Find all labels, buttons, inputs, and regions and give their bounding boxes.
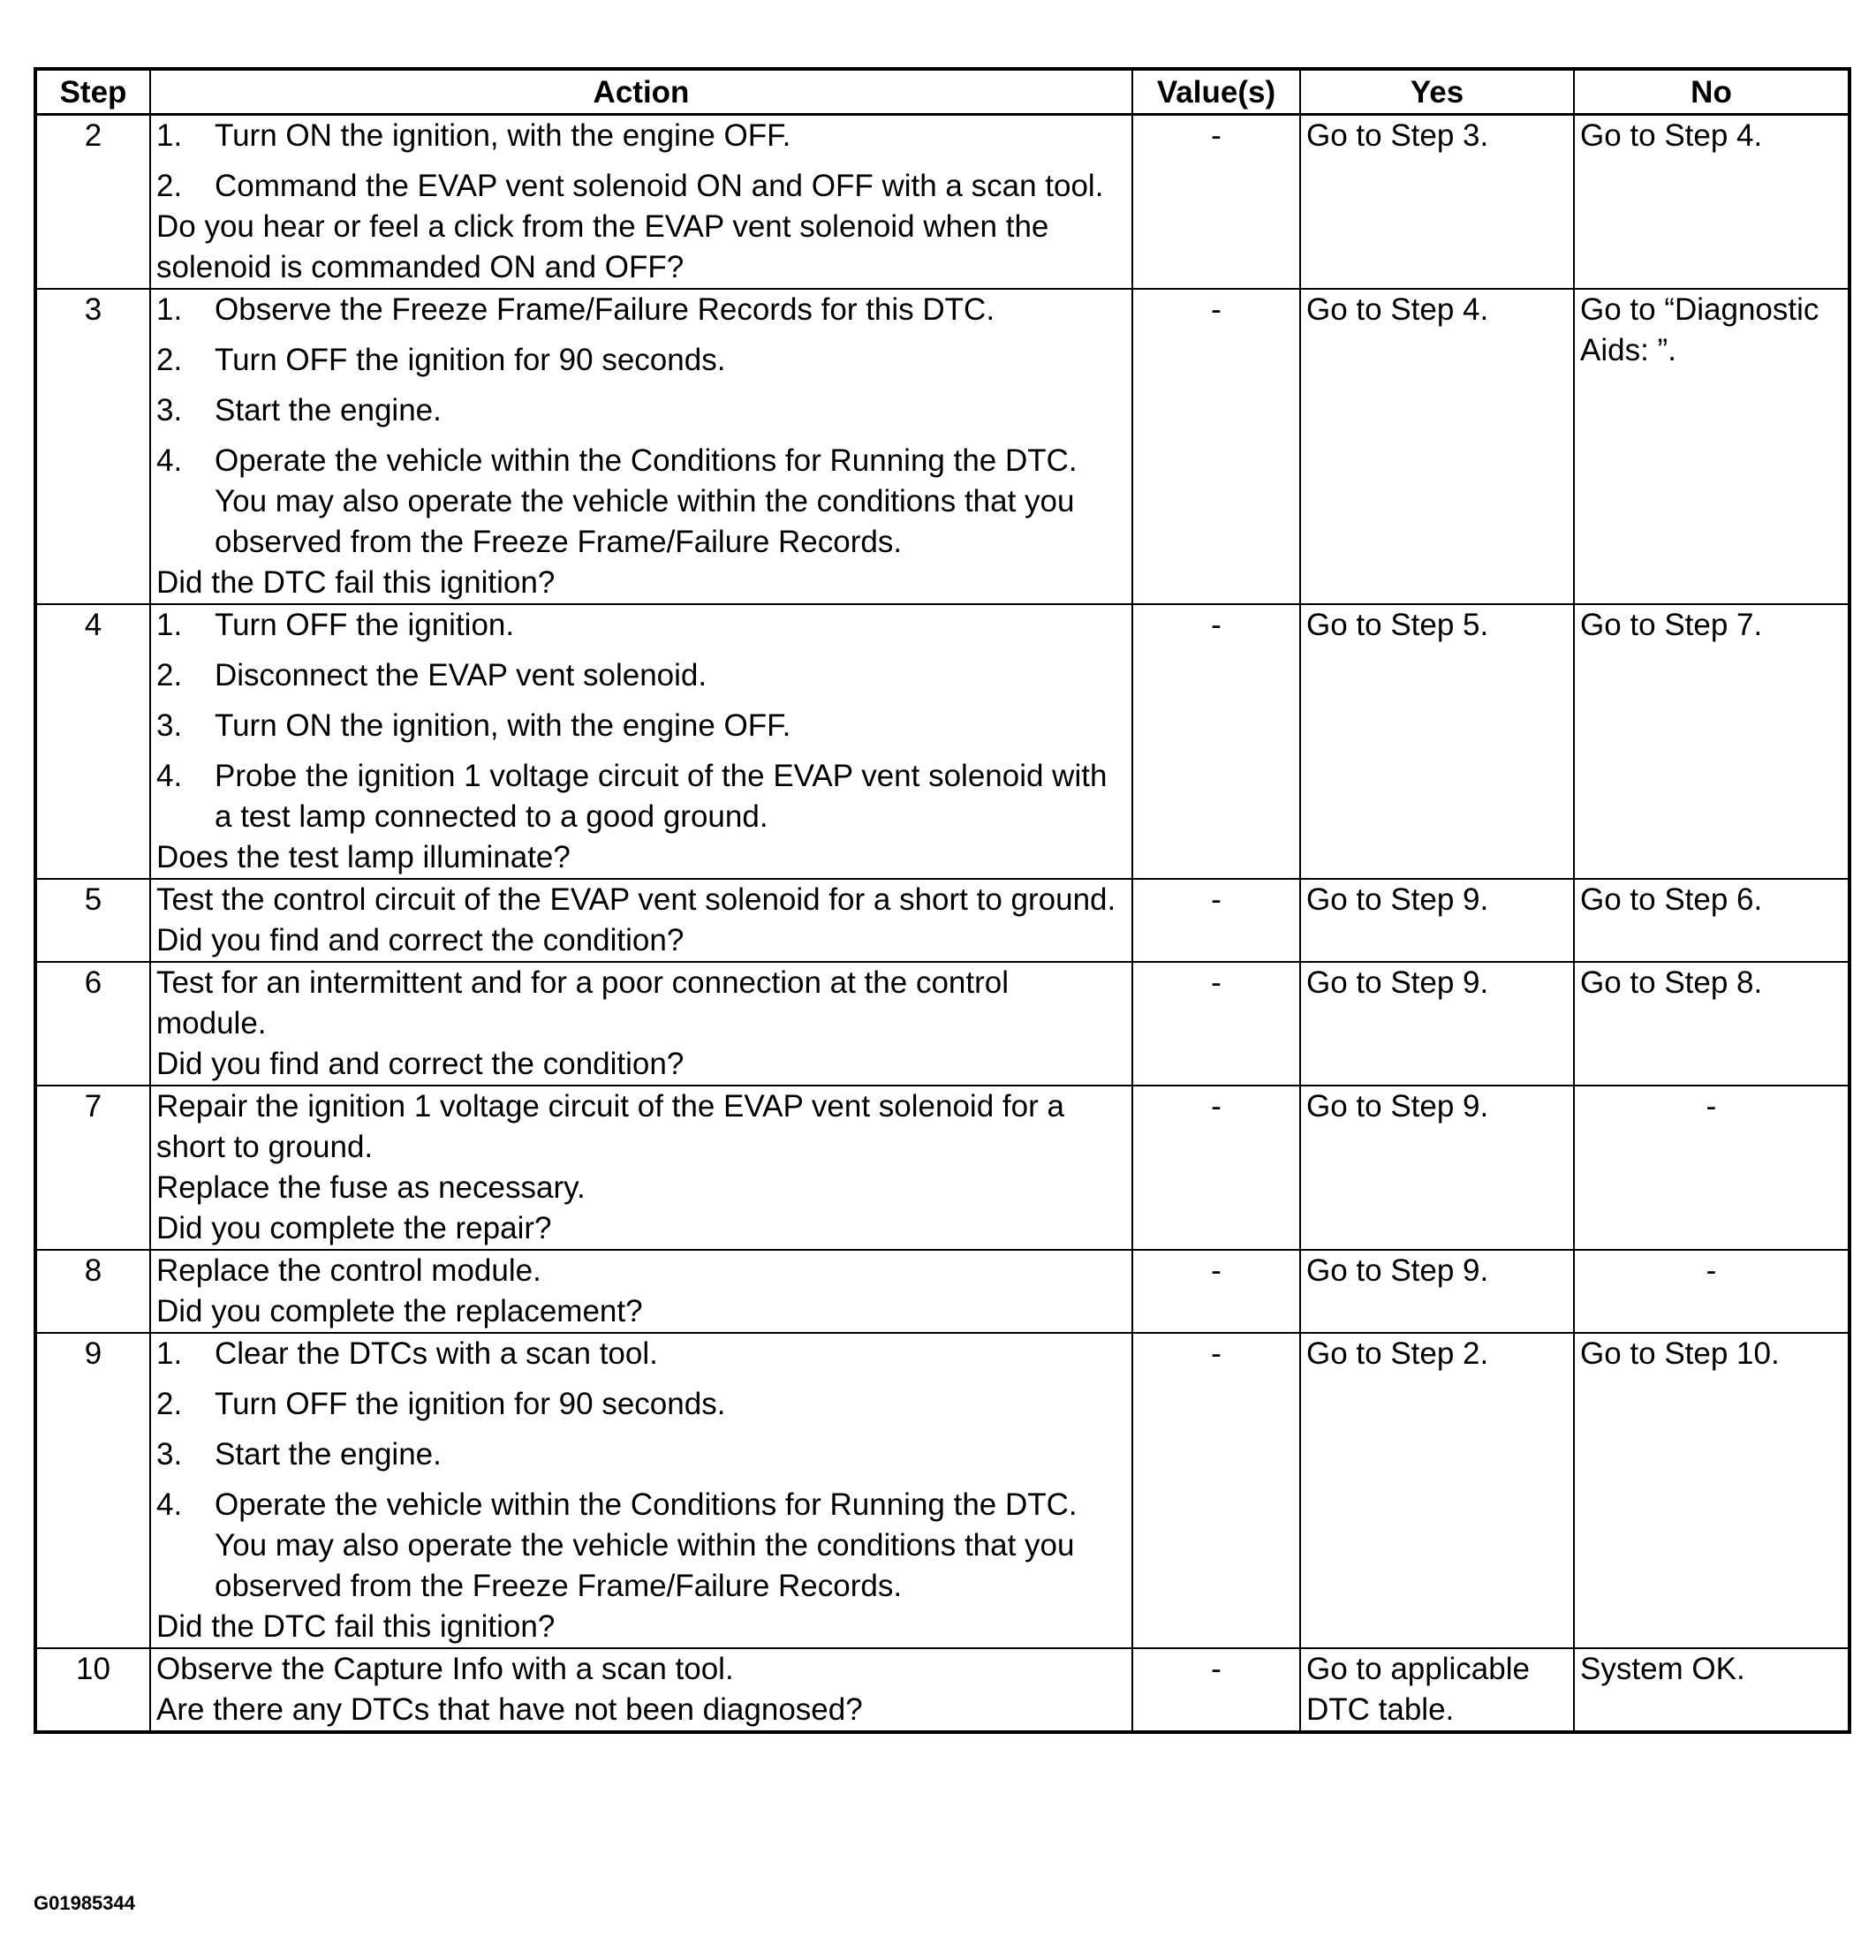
action-list-item — [156, 1384, 1126, 1425]
item-number: 3. — [156, 393, 183, 428]
action-text: Observe the Capture Info with a scan tool. — [156, 1652, 734, 1686]
action-list-item — [156, 1334, 1126, 1374]
action-text: Did you complete the replacement? — [156, 1294, 643, 1328]
header-no: No — [1574, 69, 1850, 115]
yes-cell: Go to applicable DTC table. — [1300, 1648, 1574, 1732]
action-cell — [150, 289, 1132, 604]
item-text: Start the engine. — [215, 393, 442, 428]
item-number: 1. — [156, 1336, 183, 1371]
value-cell: - — [1132, 115, 1300, 290]
step-cell: 9 — [35, 1333, 150, 1648]
action-cell — [150, 1086, 1132, 1250]
action-list-item — [156, 340, 1126, 381]
step-cell: 2 — [35, 115, 150, 290]
action-text: Did the DTC fail this ignition? — [156, 1609, 556, 1644]
action-cell — [150, 115, 1132, 290]
table-row — [35, 1086, 1850, 1250]
action-list-item — [156, 1485, 1126, 1607]
item-text: Command the EVAP vent solenoid ON and OFF with a scan tool. — [215, 169, 1104, 203]
item-text: Clear the DTCs with a scan tool. — [215, 1336, 658, 1371]
item-text: Turn ON the ignition, with the engine OFF. — [215, 118, 791, 153]
action-list-item — [156, 116, 1126, 156]
action-list-item — [156, 441, 1126, 563]
value-cell: - — [1132, 1086, 1300, 1250]
action-list-item — [156, 1434, 1126, 1475]
action-list-item — [156, 290, 1126, 330]
action-list-item — [156, 655, 1126, 696]
action-list-item — [156, 605, 1126, 646]
value-cell: - — [1132, 1250, 1300, 1333]
item-number: 4. — [156, 443, 183, 478]
item-text: Operate the vehicle within the Conditions for Running the DTC. You may also operate the vehicle within the conditions that you observed from the Freeze Frame/Failure Records. — [215, 443, 1078, 559]
action-cell — [150, 604, 1132, 879]
action-list-item — [156, 756, 1126, 837]
header-action: Action — [150, 69, 1132, 115]
action-text: Replace the fuse as necessary. — [156, 1170, 586, 1205]
action-text: Did you find and correct the condition? — [156, 1047, 685, 1081]
table-row — [35, 1333, 1850, 1648]
header-values: Value(s) — [1132, 69, 1300, 115]
value-cell: - — [1132, 604, 1300, 879]
action-text: Did you complete the repair? — [156, 1211, 552, 1245]
item-text: Turn ON the ignition, with the engine OFF. — [215, 708, 791, 743]
step-cell: 3 — [35, 289, 150, 604]
no-cell: - — [1574, 1250, 1850, 1333]
action-text: Does the test lamp illuminate? — [156, 840, 571, 874]
value-cell: - — [1132, 289, 1300, 604]
yes-cell: Go to Step 9. — [1300, 879, 1574, 962]
item-text: Turn OFF the ignition. — [215, 608, 515, 642]
item-number: 4. — [156, 1487, 183, 1522]
yes-cell: Go to Step 9. — [1300, 1086, 1574, 1250]
item-text: Observe the Freeze Frame/Failure Records for this DTC. — [215, 292, 995, 327]
no-cell: Go to Step 7. — [1574, 604, 1850, 879]
item-number: 4. — [156, 759, 183, 793]
action-text: Test the control circuit of the EVAP vent solenoid for a short to ground. — [156, 882, 1116, 917]
step-cell: 7 — [35, 1086, 150, 1250]
item-number: 3. — [156, 1437, 183, 1472]
action-text: Repair the ignition 1 voltage circuit of the EVAP vent solenoid for a short to ground. — [156, 1089, 1064, 1164]
value-cell: - — [1132, 1648, 1300, 1732]
diagnostic-table — [34, 67, 1851, 1734]
value-cell: - — [1132, 1333, 1300, 1648]
item-number: 1. — [156, 292, 183, 327]
step-cell: 5 — [35, 879, 150, 962]
action-cell — [150, 1648, 1132, 1732]
value-cell: - — [1132, 879, 1300, 962]
step-cell: 10 — [35, 1648, 150, 1732]
action-cell — [150, 962, 1132, 1086]
table-row — [35, 1648, 1850, 1732]
item-number: 2. — [156, 658, 183, 692]
no-cell: Go to Step 4. — [1574, 115, 1850, 290]
action-text: Test for an intermittent and for a poor connection at the control module. — [156, 965, 1009, 1041]
action-text: Did the DTC fail this ignition? — [156, 565, 556, 600]
item-text: Start the engine. — [215, 1437, 442, 1472]
header-step: Step — [35, 69, 150, 115]
action-cell — [150, 1333, 1132, 1648]
item-number: 3. — [156, 708, 183, 743]
figure-code: G01985344 — [34, 1892, 135, 1914]
action-text: Are there any DTCs that have not been diagnosed? — [156, 1692, 863, 1727]
yes-cell: Go to Step 9. — [1300, 1250, 1574, 1333]
table-row — [35, 289, 1850, 604]
item-number: 1. — [156, 608, 183, 642]
step-cell: 8 — [35, 1250, 150, 1333]
action-list-item — [156, 166, 1126, 207]
no-cell: - — [1574, 1086, 1850, 1250]
action-cell — [150, 1250, 1132, 1333]
item-text: Turn OFF the ignition for 90 seconds. — [215, 1387, 726, 1421]
value-cell: - — [1132, 962, 1300, 1086]
step-cell: 4 — [35, 604, 150, 879]
item-number: 2. — [156, 1387, 183, 1421]
header-row — [35, 69, 1850, 115]
table-row — [35, 879, 1850, 962]
item-number: 2. — [156, 343, 183, 377]
table-row — [35, 1250, 1850, 1333]
action-list-item — [156, 706, 1126, 746]
action-text: Did you find and correct the condition? — [156, 923, 685, 957]
yes-cell: Go to Step 3. — [1300, 115, 1574, 290]
item-text: Disconnect the EVAP vent solenoid. — [215, 658, 707, 692]
step-cell: 6 — [35, 962, 150, 1086]
yes-cell: Go to Step 2. — [1300, 1333, 1574, 1648]
table-row — [35, 604, 1850, 879]
item-number: 2. — [156, 169, 183, 203]
item-number: 1. — [156, 118, 183, 153]
no-cell: Go to Step 6. — [1574, 879, 1850, 962]
item-text: Probe the ignition 1 voltage circuit of the EVAP vent solenoid with a test lamp connected to a good ground. — [215, 759, 1108, 834]
table-row — [35, 115, 1850, 290]
table-row — [35, 962, 1850, 1086]
no-cell: Go to Step 8. — [1574, 962, 1850, 1086]
action-list-item — [156, 390, 1126, 431]
no-cell: Go to Step 10. — [1574, 1333, 1850, 1648]
action-cell — [150, 879, 1132, 962]
item-text: Operate the vehicle within the Conditions for Running the DTC. You may also operate the vehicle within the conditions that you observed from the Freeze Frame/Failure Records. — [215, 1487, 1078, 1603]
item-text: Turn OFF the ignition for 90 seconds. — [215, 343, 726, 377]
yes-cell: Go to Step 9. — [1300, 962, 1574, 1086]
no-cell: System OK. — [1574, 1648, 1850, 1732]
yes-cell: Go to Step 4. — [1300, 289, 1574, 604]
header-yes: Yes — [1300, 69, 1574, 115]
action-text: Replace the control module. — [156, 1253, 541, 1288]
no-cell: Go to “Diagnostic Aids: ”. — [1574, 289, 1850, 604]
yes-cell: Go to Step 5. — [1300, 604, 1574, 879]
action-text: Do you hear or feel a click from the EVAP vent solenoid when the solenoid is commanded ON and OFF? — [156, 209, 1049, 284]
